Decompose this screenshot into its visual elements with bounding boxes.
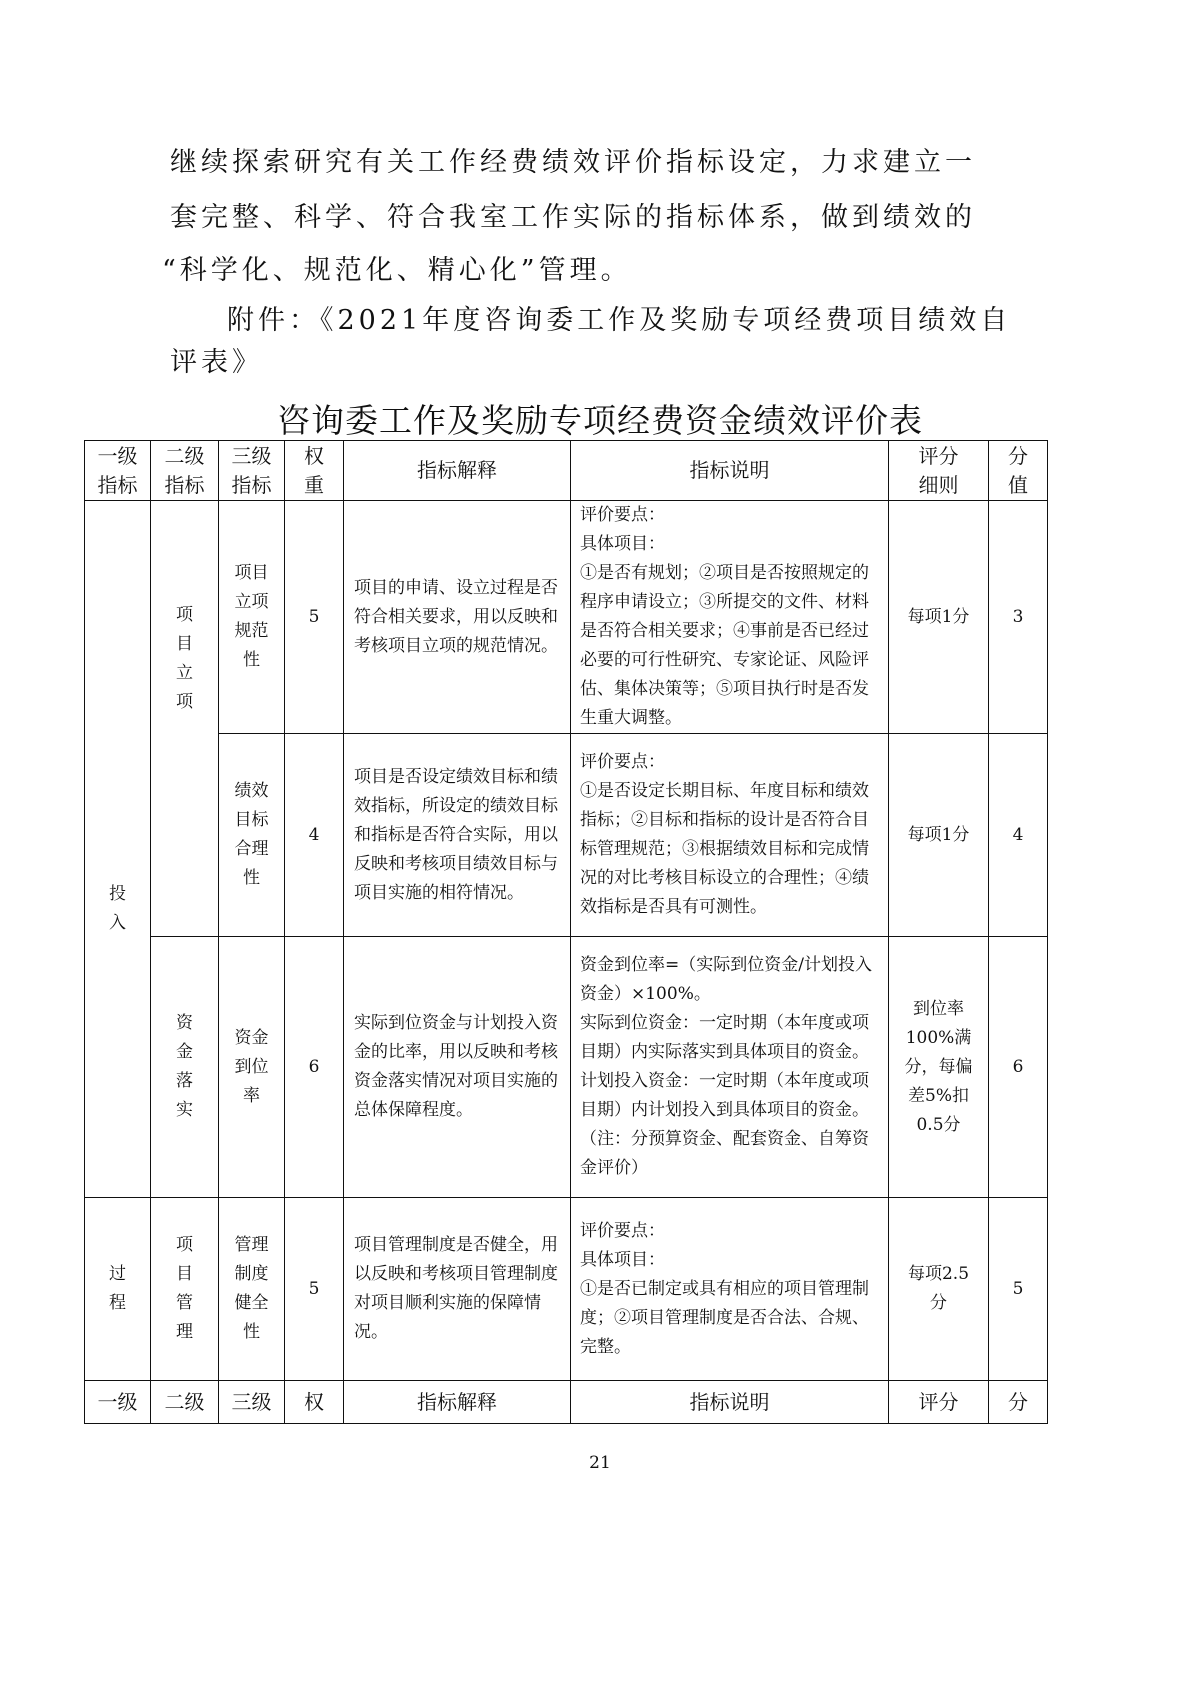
scoring-cell: 每项2.5分: [889, 1198, 989, 1381]
weight-cell: 4: [285, 734, 344, 937]
weight-cell: 5: [285, 501, 344, 734]
paragraph-line: “科学化、规范化、精心化”管理。: [162, 255, 632, 286]
description-cell: 评价要点： 具体项目： ①是否已制定或具有相应的项目管理制度；②项目管理制度是否合法、合规、完整。: [571, 1198, 889, 1381]
score-cell: 6: [989, 937, 1048, 1198]
header-level1: 一级指标: [85, 441, 151, 501]
scoring-cell: 每项1分: [889, 501, 989, 734]
header-score: 分值: [989, 441, 1048, 501]
explanation-cell: 项目管理制度是否健全，用以反映和考核项目管理制度对项目顺利实施的保障情况。: [344, 1198, 571, 1381]
attachment-line: 评表》: [170, 347, 263, 378]
header-level2: 二级指标: [151, 441, 219, 501]
table-row: [85, 937, 1048, 1198]
level1-process: 过程: [85, 1198, 151, 1381]
table-row: [85, 501, 1048, 734]
table-row: [85, 734, 1048, 937]
header-level2: 二级: [151, 1381, 219, 1424]
description-cell: 资金到位率=（实际到位资金/计划投入资金）×100%。 实际到位资金：一定时期（本年度或项目期）内实际落实到具体项目的资金。 计划投入资金：一定时期（本年度或项目期）内计划投入到具体项目的资金。（注：分预算资金、配套资金、自筹资金评价）: [571, 937, 889, 1198]
paragraph-line: 继续探索研究有关工作经费绩效评价指标设定，力求建立一: [170, 147, 976, 178]
explanation-cell: 项目的申请、设立过程是否符合相关要求，用以反映和考核项目立项的规范情况。: [344, 501, 571, 734]
description-cell: 评价要点： ①是否设定长期目标、年度目标和绩效指标；②目标和指标的设计是否符合目标管理规范；③根据绩效目标和完成情况的对比考核目标设立的合理性；④绩效指标是否具有可测性。: [571, 734, 889, 937]
header-description: 指标说明: [571, 1381, 889, 1424]
evaluation-table: [84, 440, 1048, 1424]
level2-project-management: 项目管理: [151, 1198, 219, 1381]
level3-cell: 项目立项规范性: [219, 501, 285, 734]
paragraph-line: 套完整、科学、符合我室工作实际的指标体系，做到绩效的: [170, 202, 976, 233]
level2-project-setup: 项目立项: [151, 501, 219, 937]
score-cell: 5: [989, 1198, 1048, 1381]
header-description: 指标说明: [571, 441, 889, 501]
header-score: 分: [989, 1381, 1048, 1424]
header-scoring: 评分细则: [889, 441, 989, 501]
level2-funds-in-place: 资金落实: [151, 937, 219, 1198]
level3-cell: 资金到位率: [219, 937, 285, 1198]
page-number: 21: [589, 1453, 611, 1473]
table-header-row: [85, 441, 1048, 501]
level3-cell: 绩效目标合理性: [219, 734, 285, 937]
repeat-header-row: [85, 1381, 1048, 1424]
level3-cell: 管理制度健全性: [219, 1198, 285, 1381]
header-level3: 三级: [219, 1381, 285, 1424]
table-row: [85, 1198, 1048, 1381]
explanation-cell: 实际到位资金与计划投入资金的比率，用以反映和考核资金落实情况对项目实施的总体保障程度。: [344, 937, 571, 1198]
table-title: 咨询委工作及奖励专项经费资金绩效评价表: [277, 401, 923, 440]
description-cell: 评价要点： 具体项目： ①是否有规划；②项目是否按照规定的程序申请设立；③所提交的文件、材料是否符合相关要求；④事前是否已经过必要的可行性研究、专家论证、风险评估、集体决策等；⑤项目执行时是否发生重大调整。: [571, 501, 889, 734]
header-scoring: 评分: [889, 1381, 989, 1424]
level1-input: 投入: [85, 501, 151, 1198]
explanation-cell: 项目是否设定绩效目标和绩效指标，所设定的绩效目标和指标是否符合实际，用以反映和考核项目绩效目标与项目实施的相符情况。: [344, 734, 571, 937]
score-cell: 3: [989, 501, 1048, 734]
header-explanation: 指标解释: [344, 1381, 571, 1424]
attachment-line: 附件：《2021年度咨询委工作及奖励专项经费项目绩效自: [227, 305, 1012, 336]
header-level3: 三级指标: [219, 441, 285, 501]
header-explanation: 指标解释: [344, 441, 571, 501]
weight-cell: 6: [285, 937, 344, 1198]
header-weight: 权: [285, 1381, 344, 1424]
scoring-cell: 到位率100%满分，每偏差5%扣0.5分: [889, 937, 989, 1198]
score-cell: 4: [989, 734, 1048, 937]
weight-cell: 5: [285, 1198, 344, 1381]
header-weight: 权重: [285, 441, 344, 501]
header-level1: 一级: [85, 1381, 151, 1424]
scoring-cell: 每项1分: [889, 734, 989, 937]
